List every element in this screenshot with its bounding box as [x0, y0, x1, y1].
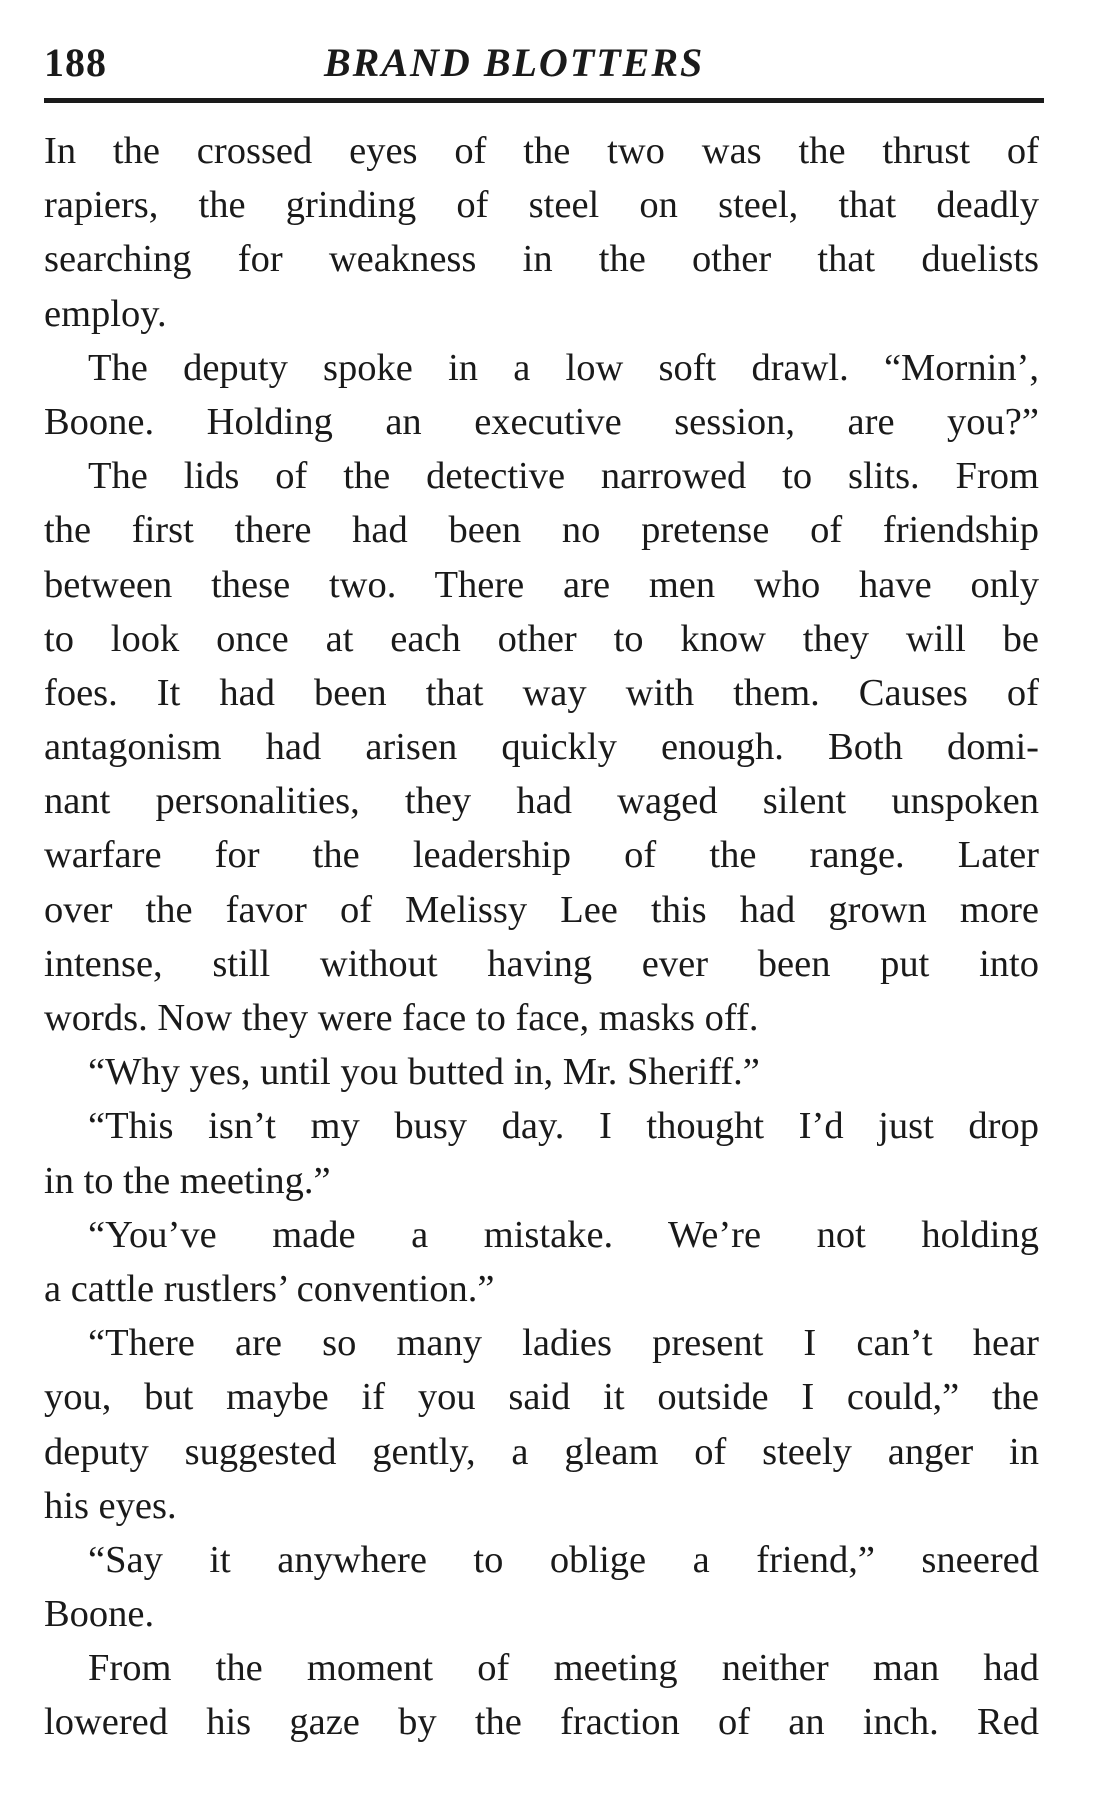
text-line: between these two. There are men who have only	[44, 563, 1039, 606]
text-line: “This isn’t my busy day. I thought I’d just drop	[88, 1105, 1039, 1148]
text-line: warfare for the leadership of the range. Later	[44, 834, 1039, 877]
text-line: Boone.	[44, 1593, 155, 1636]
text-line: to look once at each other to know they will be	[44, 617, 1039, 660]
text-line: Boone. Holding an executive session, are you?”	[44, 400, 1039, 443]
text-line: intense, still without having ever been put into	[44, 942, 1039, 985]
text-line: The deputy spoke in a low soft drawl. “Mornin’,	[88, 346, 1039, 389]
text-line: his eyes.	[44, 1484, 177, 1527]
book-title: BRAND BLOTTERS	[324, 40, 705, 85]
text-line: lowered his gaze by the fraction of an inch. Red	[44, 1701, 1039, 1744]
text-line: a cattle rustlers’ convention.”	[44, 1267, 495, 1310]
text-line: rapiers, the grinding of steel on steel, that deadly	[44, 184, 1039, 227]
text-line: in to the meeting.”	[44, 1159, 331, 1202]
text-line: you, but maybe if you said it outside I could,” the	[44, 1376, 1039, 1419]
text-line: deputy suggested gently, a gleam of steely anger in	[44, 1430, 1039, 1473]
header-rule	[44, 98, 1044, 103]
text-line: foes. It had been that way with them. Causes of	[44, 671, 1039, 714]
running-head	[44, 38, 1044, 88]
text-line: In the crossed eyes of the two was the thrust of	[44, 130, 1039, 172]
page-number: 188	[44, 40, 107, 85]
text-line: antagonism had arisen quickly enough. Both domi-	[44, 726, 1039, 769]
text-line: “Say it anywhere to oblige a friend,” sneered	[88, 1538, 1039, 1581]
text-line: words. Now they were face to face, masks off.	[44, 997, 759, 1039]
text-line: searching for weakness in the other that duelists	[44, 238, 1039, 281]
text-line: “There are so many ladies present I can’t hear	[88, 1322, 1039, 1365]
text-line: the first there had been no pretense of friendship	[44, 509, 1039, 552]
text-line: “You’ve made a mistake. We’re not holding	[88, 1213, 1039, 1256]
text-line: “Why yes, until you butted in, Mr. Sheriff.”	[88, 1051, 760, 1094]
text-line: over the favor of Melissy Lee this had grown more	[44, 888, 1039, 931]
text-line: The lids of the detective narrowed to slits. From	[88, 455, 1039, 498]
body-text	[44, 124, 1039, 1750]
text-line: nant personalities, they had waged silent unspoken	[44, 780, 1039, 823]
text-line: From the moment of meeting neither man had	[88, 1647, 1039, 1690]
text-line: employ.	[44, 292, 167, 335]
